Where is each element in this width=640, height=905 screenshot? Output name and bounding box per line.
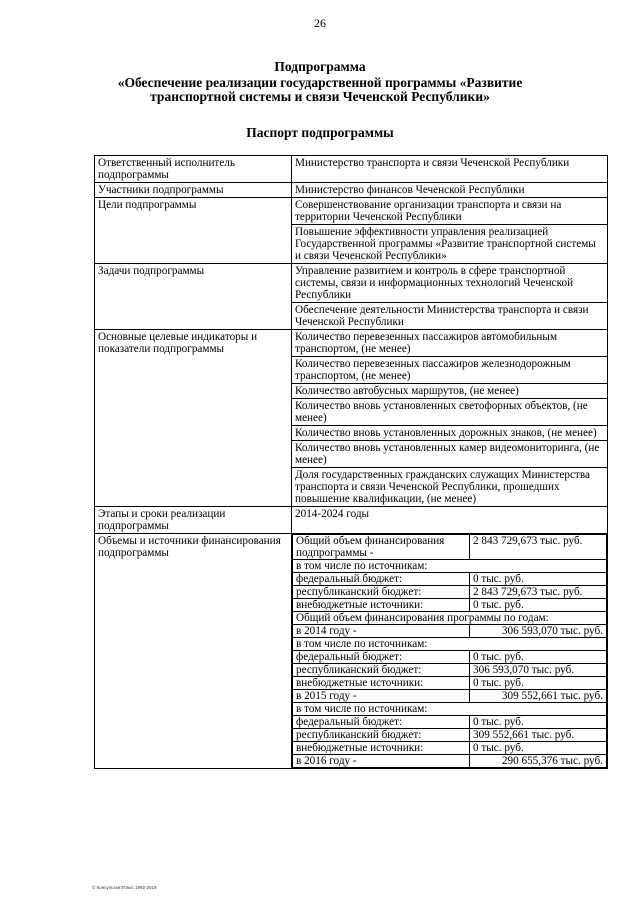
table-row [95,264,608,303]
finance-row [293,755,607,768]
finance-row [293,535,607,560]
row-label: Этапы и сроки реализации подпрограммы [95,507,292,534]
finance-value: 0 тыс. руб. [470,716,607,729]
finance-value: 309 552,661 тыс. руб. [470,729,607,742]
finance-row [293,716,607,729]
finance-value: 0 тыс. руб. [470,573,607,586]
heading-line-1: Подпрограмма [274,59,366,74]
finance-label: республиканский бюджет: [293,729,470,742]
finance-row [293,599,607,612]
passport-table [94,155,608,769]
row-label: Основные целевые индикаторы и показатели подпрограммы [95,330,292,507]
finance-cell [292,534,608,769]
row-label: Ответственный исполнитель подпрограммы [95,156,292,183]
table-row [95,330,608,357]
finance-row [293,690,607,703]
row-value: Министерство транспорта и связи Чеченской Республики [292,156,608,183]
subprogram-heading [60,60,580,104]
page-number: 26 [314,16,326,30]
table-row [95,183,608,198]
finance-label: внебюджетные источники: [293,677,470,690]
finance-value: 306 593,070 тыс. руб. [470,625,607,638]
table-row [95,534,608,769]
footer-note: © КонсультантПлюс 1992-2019 [92,885,157,890]
finance-label: Общий объем финансирования программы по годам: [293,612,607,625]
finance-label: в 2014 году - [293,625,470,638]
passport-title: Паспорт подпрограммы [246,125,394,140]
table-row [95,198,608,225]
row-value: Количество автобусных маршрутов, (не менее) [292,384,608,399]
finance-value: 306 593,070 тыс. руб. [470,664,607,677]
row-value: Доля государственных гражданских служащих Министерства транспорта и связи Чеченской Республики, прошедших повышение квалификации, (не менее) [292,468,608,507]
row-value: Совершенствование организации транспорта и связи на территории Чеченской Республики [292,198,608,225]
heading-line-2: «Обеспечение реализации государственной программы «Развитие [117,75,523,90]
finance-label: в 2016 году - [293,755,470,768]
finance-label: в том числе по источникам: [293,703,607,716]
row-value: Управление развитием и контроль в сфере транспортной системы, связи и информационных технологий Чеченской Республики [292,264,608,303]
finance-label: федеральный бюджет: [293,651,470,664]
row-value: Количество перевезенных пассажиров железнодорожным транспортом, (не менее) [292,357,608,384]
row-value: Количество вновь установленных камер видеомониторинга, (не менее) [292,441,608,468]
finance-table [292,534,607,768]
finance-value: 290 655,376 тыс. руб. [470,755,607,768]
finance-row [293,677,607,690]
row-value: Повышение эффективности управления реализацией Государственной программы «Развитие транспортной системы и связи Чеченской Республики» [292,225,608,264]
finance-label: внебюджетные источники: [293,599,470,612]
finance-row [293,703,607,716]
finance-row [293,742,607,755]
row-value: Министерство финансов Чеченской Республики [292,183,608,198]
finance-label: федеральный бюджет: [293,716,470,729]
row-value: Количество перевезенных пассажиров автомобильным транспортом, (не менее) [292,330,608,357]
finance-value: 0 тыс. руб. [470,599,607,612]
finance-value: 309 552,661 тыс. руб. [470,690,607,703]
finance-row [293,573,607,586]
finance-label: Общий объем финансирования подпрограммы - [293,535,470,560]
row-value: Количество вновь установленных дорожных знаков, (не менее) [292,426,608,441]
finance-value: 2 843 729,673 тыс. руб. [470,586,607,599]
finance-value: 0 тыс. руб. [470,651,607,664]
finance-label: республиканский бюджет: [293,586,470,599]
table-row [95,507,608,534]
row-label: Задачи подпрограммы [95,264,292,330]
finance-value: 2 843 729,673 тыс. руб. [470,535,607,560]
heading-line-3: транспортной системы и связи Чеченской Республики» [150,89,490,104]
finance-row [293,651,607,664]
finance-value: 0 тыс. руб. [470,742,607,755]
row-label: Цели подпрограммы [95,198,292,264]
finance-row [293,729,607,742]
finance-row [293,612,607,625]
finance-label: федеральный бюджет: [293,573,470,586]
row-value: Количество вновь установленных светофорных объектов, (не менее) [292,399,608,426]
table-row [95,156,608,183]
row-label: Объемы и источники финансирования подпрограммы [95,534,292,769]
finance-label: в 2015 году - [293,690,470,703]
finance-value: 0 тыс. руб. [470,677,607,690]
finance-label: внебюджетные источники: [293,742,470,755]
finance-row [293,664,607,677]
row-value: Обеспечение деятельности Министерства транспорта и связи Чеченской Республики [292,303,608,330]
finance-row [293,638,607,651]
finance-label: в том числе по источникам: [293,560,607,573]
finance-row [293,560,607,573]
finance-label: в том числе по источникам: [293,638,607,651]
row-value: 2014-2024 годы [292,507,608,534]
finance-row [293,586,607,599]
finance-label: республиканский бюджет: [293,664,470,677]
finance-row [293,625,607,638]
row-label: Участники подпрограммы [95,183,292,198]
